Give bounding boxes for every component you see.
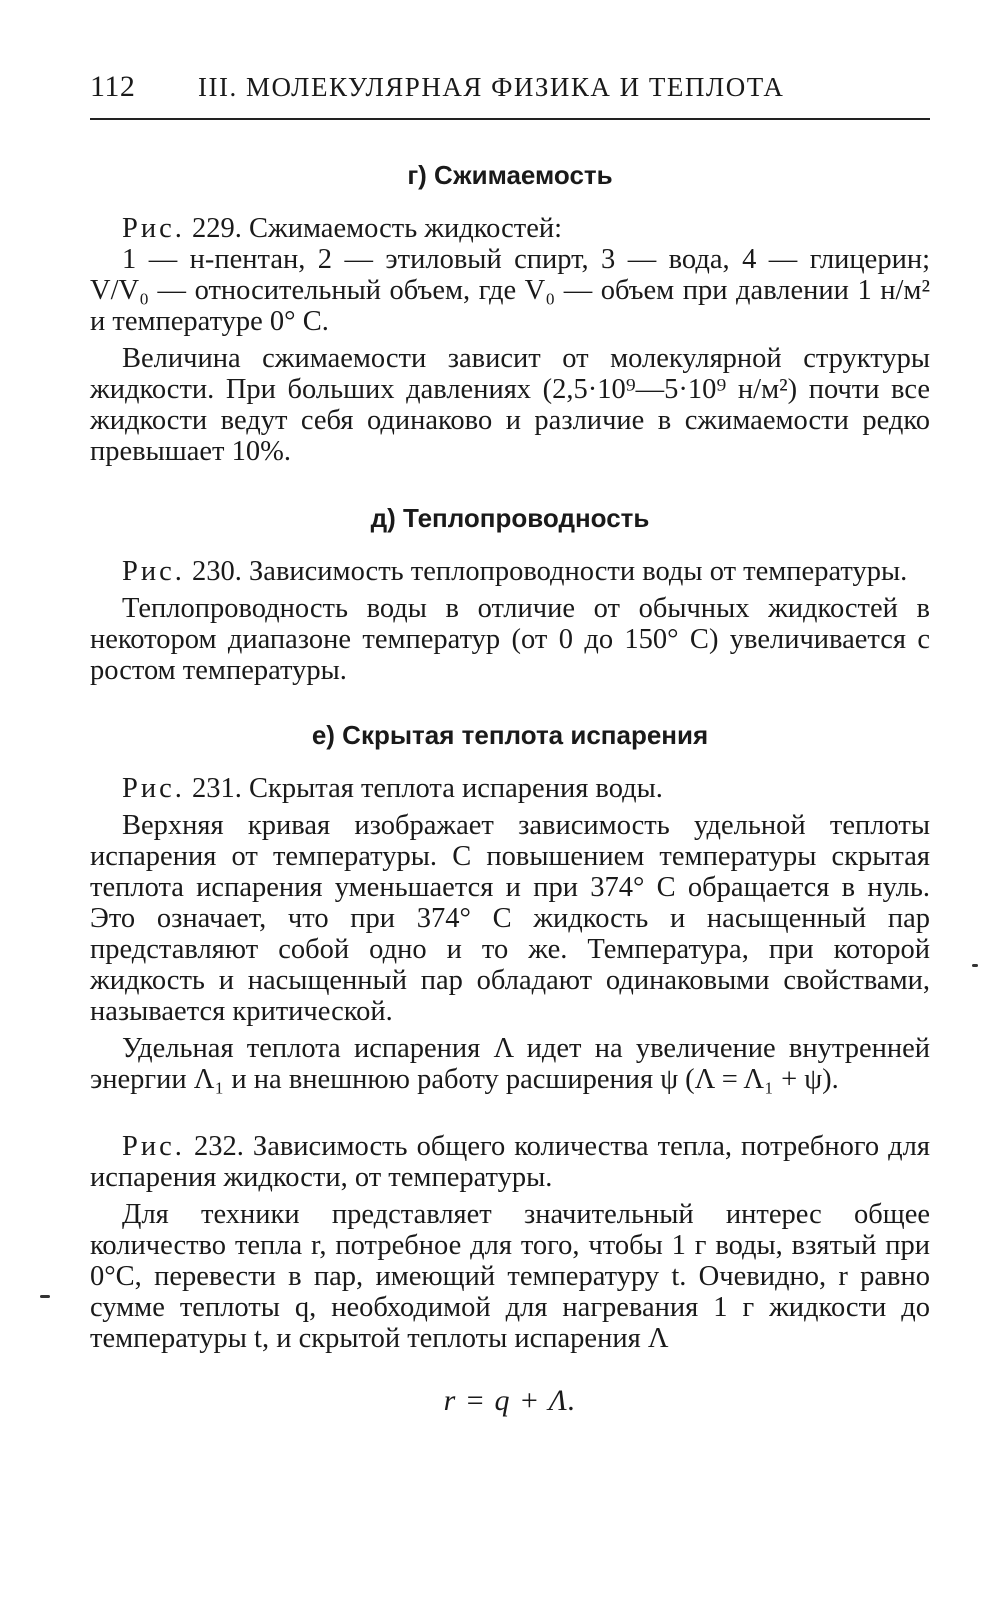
figure-caption-231 <box>90 773 930 804</box>
section-title-latent-heat: е) Скрытая теплота испарения <box>311 720 709 750</box>
page-number: 112 <box>90 70 136 103</box>
paragraph-compressibility: Величина сжимаемости зависит от молекулярной структуры жидкости. При больших давлениях (2,5·10⁹—5·10⁹ н/м²) почти все жидкости ведут себя одинаково и различие в сжимаемости редко превышает 10%. <box>90 343 930 467</box>
caption-label: Рис. <box>122 1131 185 1162</box>
caption-text: 229. Сжимаемость жидкостей: <box>192 213 563 244</box>
caption-label: Рис. <box>122 213 185 244</box>
caption-label: Рис. <box>122 773 185 804</box>
paragraph-thermal-conductivity: Теплопроводность воды в отличие от обычных жидкостей в некотором диапазоне температур (от 0 до 150° С) увеличивается с ростом температуры. <box>90 593 930 686</box>
section-title-thermal-conductivity: д) Теплопроводность <box>370 503 650 533</box>
paragraph-specific-heat: Удельная теплота испарения Λ идет на увеличение внутренней энергии Λ₁ и на внешнюю работу расширения ψ (Λ = Λ₁ + ψ). <box>90 1033 930 1095</box>
running-head <box>90 70 930 120</box>
caption-text: 232. Зависимость общего количества тепла, потребного для испарения жидкости, от температуры. <box>90 1131 931 1193</box>
section-title-compressibility: г) Сжимаемость <box>407 160 613 190</box>
caption-label: Рис. <box>122 556 185 587</box>
figure-caption-229 <box>90 213 930 244</box>
figure-caption-232 <box>90 1131 930 1193</box>
book-page <box>90 70 930 1418</box>
print-speck <box>972 964 978 967</box>
running-title: III. МОЛЕКУЛЯРНАЯ ФИЗИКА И ТЕПЛОТА <box>198 72 785 102</box>
paragraph-latent-heat-curve: Верхняя кривая изображает зависимость удельной теплоты испарения от температуры. С повышением температуры скрытая теплота испарения уменьшается и при 374° С обращается в нуль. Это означает, что при 374° С жидкость и насыщенный пар представляют собой одно и то же. Температура, при которой жидкость и насыщенный пар обладают одинаковыми свойствами, называется критической. <box>90 810 930 1027</box>
caption-text: 230. Зависимость теплопроводности воды от температуры. <box>192 556 908 587</box>
figure-caption-230 <box>90 556 930 587</box>
paragraph-total-heat: Для техники представляет значительный интерес общее количество тепла r, потребное для того, чтобы 1 г воды, взятый при 0°С, перевести в пар, имеющий температуру t. Очевидно, r равно сумме теплоты q, необходимой для нагревания 1 г жидкости до температуры t, и скрытой теплоты испарения Λ <box>90 1199 930 1354</box>
figure-legend-229: 1 — н-пентан, 2 — этиловый спирт, 3 — вода, 4 — глицерин; V/V₀ — относительный объем, где V₀ — объем при давлении 1 н/м² и температуре 0° С. <box>90 244 930 337</box>
print-speck <box>40 1295 50 1298</box>
formula-total-heat: r = q + Λ. <box>443 1384 577 1417</box>
caption-text: 231. Скрытая теплота испарения воды. <box>192 773 663 804</box>
